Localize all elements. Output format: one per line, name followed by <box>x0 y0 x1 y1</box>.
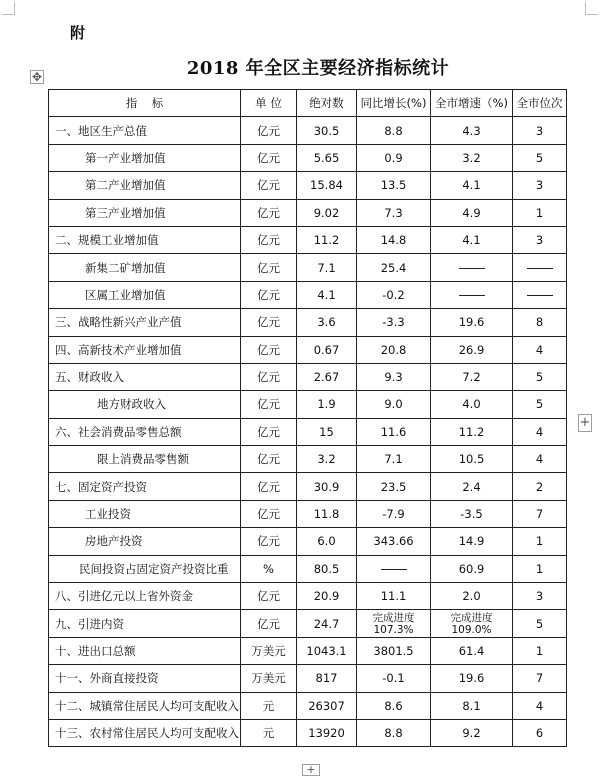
absolute-value-cell: 2.67 <box>297 363 357 390</box>
table-row <box>49 446 567 473</box>
indicator-cell: 八、引进亿元以上省外资金 <box>49 583 241 610</box>
unit-cell: 亿元 <box>241 391 297 418</box>
city-rank-cell: 4 <box>513 336 567 363</box>
not-applicable-dash <box>459 295 485 296</box>
city-growth-cell: 14.9 <box>431 528 513 555</box>
table-header-row <box>49 90 567 117</box>
unit-cell: 亿元 <box>241 446 297 473</box>
city-rank-cell: 2 <box>513 473 567 500</box>
city-growth-cell: 4.1 <box>431 172 513 199</box>
indicator-cell: 三、战略性新兴产业产值 <box>49 309 241 336</box>
indicator-cell: 十、进出口总额 <box>49 637 241 664</box>
table-move-handle[interactable] <box>30 70 44 84</box>
move-cross-icon: ✥ <box>31 70 43 84</box>
unit-cell: 万美元 <box>241 665 297 692</box>
unit-cell: 亿元 <box>241 226 297 253</box>
city-growth-cell: 2.4 <box>431 473 513 500</box>
city-rank-cell <box>513 254 567 281</box>
city-rank-cell: 5 <box>513 144 567 171</box>
unit-cell: 亿元 <box>241 309 297 336</box>
table-row <box>49 117 567 144</box>
city-growth-cell: 4.1 <box>431 226 513 253</box>
yoy-growth-cell: 0.9 <box>357 144 431 171</box>
city-growth-cell: 4.3 <box>431 117 513 144</box>
city-growth-cell: 9.2 <box>431 719 513 746</box>
indicator-cell: 限上消费品零售额 <box>49 446 241 473</box>
table-row <box>49 363 567 390</box>
indicator-cell: 民间投资占固定资产投资比重 <box>49 555 241 582</box>
absolute-value-cell: 30.5 <box>297 117 357 144</box>
city-growth-cell: -3.5 <box>431 500 513 527</box>
unit-cell: 亿元 <box>241 583 297 610</box>
table-row <box>49 281 567 308</box>
indicator-cell: 七、固定资产投资 <box>49 473 241 500</box>
table-row <box>49 637 567 664</box>
yoy-growth-cell: 25.4 <box>357 254 431 281</box>
city-growth-cell: 2.0 <box>431 583 513 610</box>
yoy-growth-cell: -3.3 <box>357 309 431 336</box>
plus-icon: + <box>306 763 316 776</box>
yoy-growth-cell: -0.1 <box>357 665 431 692</box>
absolute-value-cell: 1043.1 <box>297 637 357 664</box>
indicator-cell: 十二、城镇常住居民人均可支配收入 <box>49 692 241 719</box>
unit-cell: 亿元 <box>241 117 297 144</box>
header-indicator: 指 标 <box>49 90 241 117</box>
city-growth-cell: 60.9 <box>431 555 513 582</box>
indicator-cell: 地方财政收入 <box>49 391 241 418</box>
header-unit: 单 位 <box>241 90 297 117</box>
indicator-cell: 新集二矿增加值 <box>49 254 241 281</box>
city-growth-cell: 4.9 <box>431 199 513 226</box>
absolute-value-cell: 7.1 <box>297 254 357 281</box>
city-growth-cell: 8.1 <box>431 692 513 719</box>
yoy-growth-cell: 7.1 <box>357 446 431 473</box>
city-growth-cell: 11.2 <box>431 418 513 445</box>
unit-cell: 亿元 <box>241 418 297 445</box>
absolute-value-cell: 4.1 <box>297 281 357 308</box>
header-city-growth: 全市增速（%) <box>431 90 513 117</box>
table-row <box>49 418 567 445</box>
yoy-growth-cell: 8.8 <box>357 719 431 746</box>
table-row <box>49 391 567 418</box>
not-applicable-dash <box>527 295 553 296</box>
indicator-cell: 五、财政收入 <box>49 363 241 390</box>
table-row <box>49 144 567 171</box>
city-rank-cell: 7 <box>513 665 567 692</box>
yoy-growth-cell: 23.5 <box>357 473 431 500</box>
add-row-button[interactable] <box>302 764 320 776</box>
city-rank-cell: 1 <box>513 637 567 664</box>
unit-cell: 亿元 <box>241 172 297 199</box>
absolute-value-cell: 15.84 <box>297 172 357 199</box>
indicator-cell: 工业投资 <box>49 500 241 527</box>
absolute-value-cell: 3.6 <box>297 309 357 336</box>
yoy-growth-cell <box>357 555 431 582</box>
indicator-cell: 第一产业增加值 <box>49 144 241 171</box>
absolute-value-cell: 80.5 <box>297 555 357 582</box>
city-rank-cell: 3 <box>513 117 567 144</box>
city-growth-cell <box>431 254 513 281</box>
city-rank-cell: 7 <box>513 500 567 527</box>
table-row <box>49 336 567 363</box>
table-row <box>49 665 567 692</box>
table-row <box>49 583 567 610</box>
city-rank-cell: 5 <box>513 363 567 390</box>
table-row <box>49 226 567 253</box>
add-column-button[interactable] <box>578 414 592 432</box>
table-row <box>49 610 567 637</box>
table-row <box>49 199 567 226</box>
yoy-growth-cell: 20.8 <box>357 336 431 363</box>
yoy-growth-cell: 9.0 <box>357 391 431 418</box>
unit-cell: 亿元 <box>241 199 297 226</box>
absolute-value-cell: 20.9 <box>297 583 357 610</box>
city-growth-cell <box>431 281 513 308</box>
city-growth-cell: 10.5 <box>431 446 513 473</box>
absolute-value-cell: 11.2 <box>297 226 357 253</box>
unit-cell: 亿元 <box>241 610 297 637</box>
unit-cell: 亿元 <box>241 500 297 527</box>
city-rank-cell: 8 <box>513 309 567 336</box>
absolute-value-cell: 6.0 <box>297 528 357 555</box>
city-rank-cell: 4 <box>513 446 567 473</box>
yoy-growth-cell: 9.3 <box>357 363 431 390</box>
absolute-value-cell: 817 <box>297 665 357 692</box>
city-growth-cell: 7.2 <box>431 363 513 390</box>
indicator-cell: 十一、外商直接投资 <box>49 665 241 692</box>
city-rank-cell: 1 <box>513 555 567 582</box>
absolute-value-cell: 3.2 <box>297 446 357 473</box>
absolute-value-cell: 5.65 <box>297 144 357 171</box>
table-row <box>49 473 567 500</box>
table-row <box>49 172 567 199</box>
table-body <box>49 117 567 747</box>
unit-cell: 元 <box>241 719 297 746</box>
absolute-value-cell: 30.9 <box>297 473 357 500</box>
city-growth-cell: 4.0 <box>431 391 513 418</box>
unit-cell: 亿元 <box>241 281 297 308</box>
yoy-growth-cell: 8.6 <box>357 692 431 719</box>
unit-cell: 亿元 <box>241 336 297 363</box>
indicator-cell: 九、引进内资 <box>49 610 241 637</box>
not-applicable-dash <box>459 268 485 269</box>
header-absolute: 绝对数 <box>297 90 357 117</box>
header-yoy-growth: 同比增长(%) <box>357 90 431 117</box>
indicator-cell: 房地产投资 <box>49 528 241 555</box>
city-rank-cell <box>513 281 567 308</box>
absolute-value-cell: 15 <box>297 418 357 445</box>
page-corner-mark-top-left <box>2 2 15 15</box>
absolute-value-cell: 1.9 <box>297 391 357 418</box>
city-growth-cell: 3.2 <box>431 144 513 171</box>
yoy-growth-cell: 3801.5 <box>357 637 431 664</box>
page-corner-mark-top-right <box>585 2 598 15</box>
city-rank-cell: 3 <box>513 226 567 253</box>
yoy-growth-cell: 11.1 <box>357 583 431 610</box>
table-row <box>49 254 567 281</box>
city-growth-cell: 完成进度 109.0% <box>431 610 513 637</box>
indicator-cell: 第二产业增加值 <box>49 172 241 199</box>
yoy-growth-cell: 完成进度 107.3% <box>357 610 431 637</box>
yoy-growth-cell: -0.2 <box>357 281 431 308</box>
unit-cell: 元 <box>241 692 297 719</box>
table-row <box>49 719 567 746</box>
unit-cell: 亿元 <box>241 528 297 555</box>
appendix-label: 附 <box>70 24 86 42</box>
unit-cell: % <box>241 555 297 582</box>
indicator-cell: 第三产业增加值 <box>49 199 241 226</box>
absolute-value-cell: 11.8 <box>297 500 357 527</box>
table-row <box>49 555 567 582</box>
unit-cell: 亿元 <box>241 363 297 390</box>
city-rank-cell: 5 <box>513 391 567 418</box>
not-applicable-dash <box>527 268 553 269</box>
city-rank-cell: 3 <box>513 583 567 610</box>
yoy-growth-cell: 8.8 <box>357 117 431 144</box>
table-row <box>49 692 567 719</box>
header-city-rank: 全市位次 <box>513 90 567 117</box>
yoy-growth-cell: 343.66 <box>357 528 431 555</box>
indicator-cell: 区属工业增加值 <box>49 281 241 308</box>
absolute-value-cell: 9.02 <box>297 199 357 226</box>
yoy-growth-cell: 14.8 <box>357 226 431 253</box>
table-row <box>49 528 567 555</box>
unit-cell: 亿元 <box>241 144 297 171</box>
absolute-value-cell: 0.67 <box>297 336 357 363</box>
page-title: 2018 年全区主要经济指标统计 <box>186 58 450 79</box>
plus-icon: + <box>579 415 591 430</box>
table-row <box>49 500 567 527</box>
indicator-cell: 一、地区生产总值 <box>49 117 241 144</box>
city-rank-cell: 4 <box>513 692 567 719</box>
yoy-growth-cell: -7.9 <box>357 500 431 527</box>
absolute-value-cell: 13920 <box>297 719 357 746</box>
indicator-cell: 四、高新技术产业增加值 <box>49 336 241 363</box>
city-rank-cell: 1 <box>513 528 567 555</box>
city-growth-cell: 61.4 <box>431 637 513 664</box>
absolute-value-cell: 26307 <box>297 692 357 719</box>
city-rank-cell: 1 <box>513 199 567 226</box>
city-rank-cell: 6 <box>513 719 567 746</box>
absolute-value-cell: 24.7 <box>297 610 357 637</box>
not-applicable-dash <box>381 569 407 570</box>
indicator-cell: 六、社会消费品零售总额 <box>49 418 241 445</box>
city-rank-cell: 3 <box>513 172 567 199</box>
indicator-table <box>48 89 567 747</box>
unit-cell: 亿元 <box>241 473 297 500</box>
table-row <box>49 309 567 336</box>
city-growth-cell: 26.9 <box>431 336 513 363</box>
city-growth-cell: 19.6 <box>431 309 513 336</box>
yoy-growth-cell: 13.5 <box>357 172 431 199</box>
yoy-growth-cell: 7.3 <box>357 199 431 226</box>
city-growth-cell: 19.6 <box>431 665 513 692</box>
indicator-cell: 十三、农村常住居民人均可支配收入 <box>49 719 241 746</box>
yoy-growth-cell: 11.6 <box>357 418 431 445</box>
indicator-cell: 二、规模工业增加值 <box>49 226 241 253</box>
unit-cell: 万美元 <box>241 637 297 664</box>
city-rank-cell: 4 <box>513 418 567 445</box>
city-rank-cell: 5 <box>513 610 567 637</box>
unit-cell: 亿元 <box>241 254 297 281</box>
